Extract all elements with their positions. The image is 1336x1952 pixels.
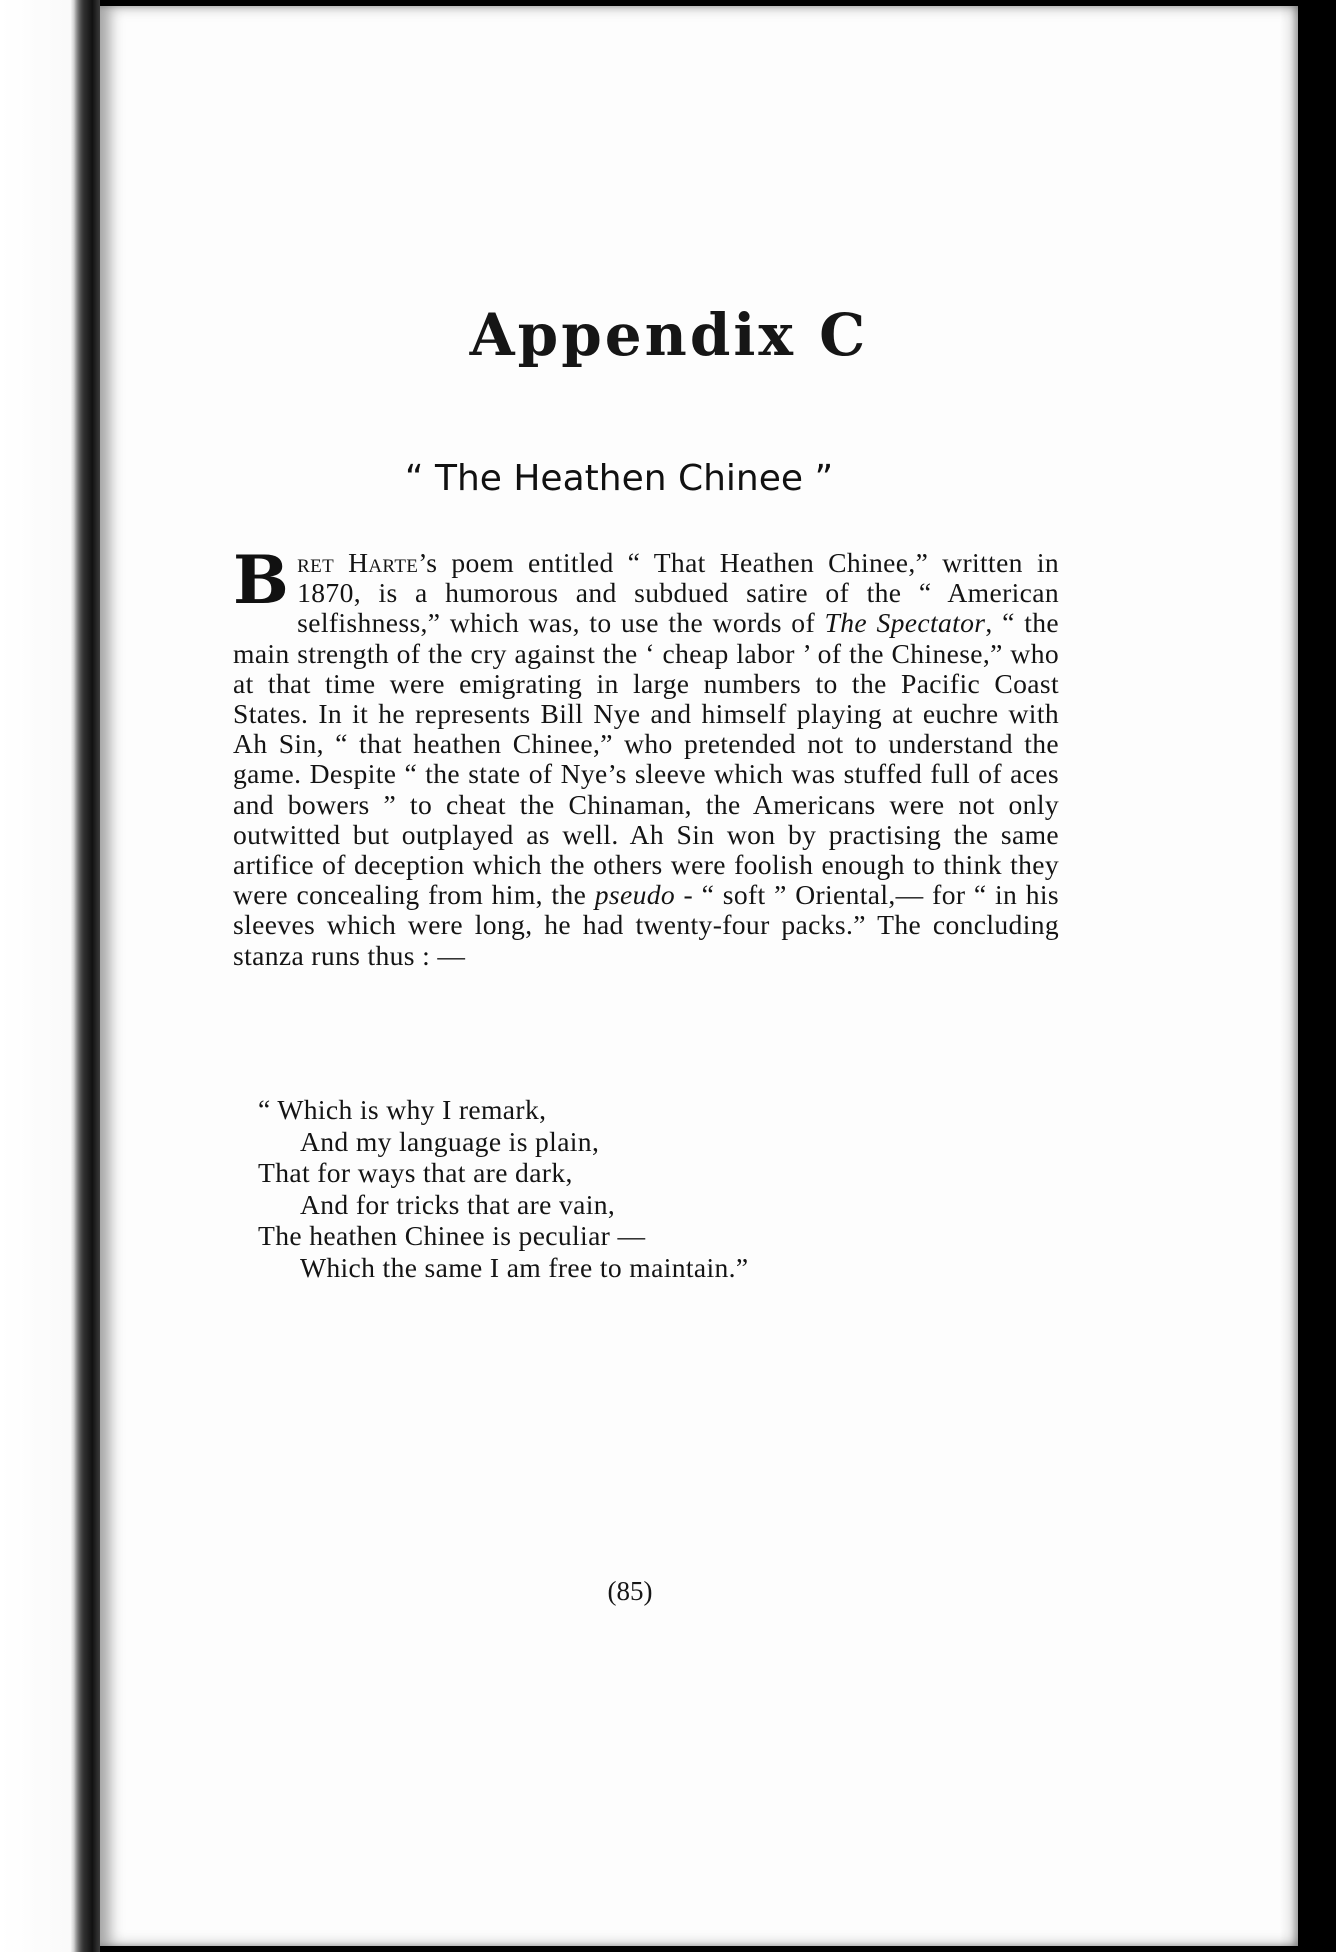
page-number: (85)	[607, 1576, 653, 1606]
verse-line: “ Which is why I remark,	[258, 1094, 547, 1125]
section-title: “ The Heathen Chinee ”	[404, 458, 834, 499]
verse-line: And for tricks that are vain,	[300, 1188, 616, 1220]
italic-publication-title: The Spectator	[824, 607, 986, 639]
paragraph-text-part-1: ’s poem entitled “ That Heathen Chinee,” written in 1870, is a humorous and subdued satire of the “ American selfishness,” which was, to use the words of	[297, 547, 1059, 639]
verse-stanza	[258, 1094, 1018, 1284]
italic-word: pseudo	[594, 879, 676, 911]
verse-line: And my language is plain,	[300, 1125, 600, 1157]
verse-line: Which the same I am free to maintain.”	[300, 1251, 749, 1283]
book-page	[100, 6, 1298, 1946]
appendix-heading: Appendix C	[469, 301, 869, 369]
drop-cap: B	[233, 541, 290, 619]
paragraph-text-part-2: , “ the main strength of the cry against the ‘ cheap labor ’ of the Chinese,” who at that time were emigrating in large numbers to the Pacific Coast States. In it he represents Bill Nye and himself playing at euchre with Ah Sin, “ that heathen Chinee,” who pretended not to understand the game. Despite “ the state of Nye’s sleeve which was stuffed full of aces and bowers ” to cheat the Chinaman, the Americans were not only outwitted but outplayed as well. Ah Sin won by practising the same artifice of deception which the others were foolish enough to think they were concealing from him, the	[233, 607, 1059, 911]
author-name: ret Harte	[297, 547, 419, 578]
verse-line: That for ways that are dark,	[258, 1157, 573, 1189]
book-spine-shadow	[74, 0, 100, 1952]
page-edge-shadow	[1280, 6, 1298, 1946]
paragraph-text-part-3: - “ soft ” Oriental,— for “ in his sleeves which were long, he had twenty-four packs.” The concluding stanza runs thus : —	[233, 879, 1059, 971]
verse-line: The heathen Chinee is peculiar —	[258, 1220, 646, 1252]
paragraph-text	[233, 541, 1059, 971]
body-paragraph	[233, 541, 1059, 971]
